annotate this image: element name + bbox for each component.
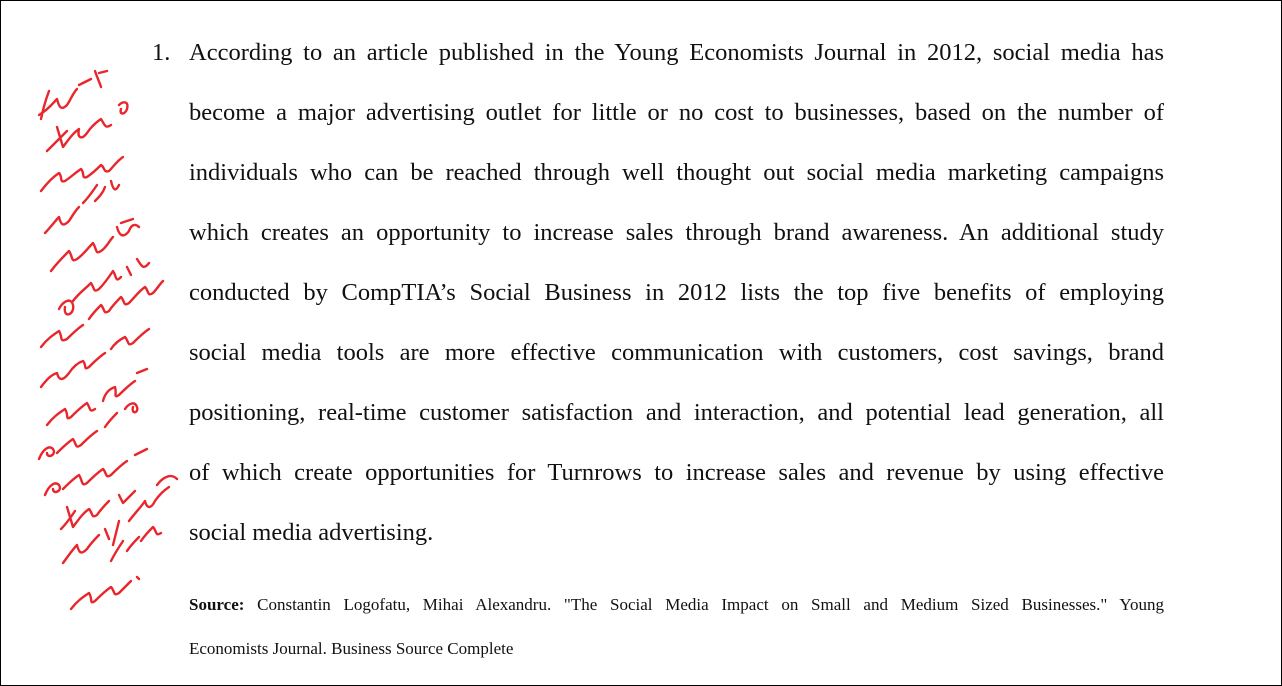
handwritten-comment bbox=[1, 1, 191, 621]
source-line-2: Economists Journal. Business Source Complete bbox=[189, 639, 514, 658]
paragraph-line: According to an article published in the Young Economists Journal in 2012, social media has bbox=[189, 39, 1164, 66]
source-text-1: Constantin Logofatu, Mihai Alexandru. "The Social Media Impact on Small and Medium Sized Businesses." Young bbox=[244, 595, 1164, 614]
source-citation bbox=[189, 593, 1164, 681]
source-label: Source: bbox=[189, 595, 245, 614]
paragraph-line: social media tools are more effective communication with customers, cost savings, brand bbox=[189, 339, 1164, 366]
paragraph-line: social media advertising. bbox=[189, 519, 434, 546]
paragraph-line: positioning, real-time customer satisfaction and interaction, and potential lead generation, all bbox=[189, 399, 1164, 426]
body-paragraph bbox=[189, 37, 1164, 577]
source-line-1 bbox=[189, 593, 1164, 637]
paragraph-line: conducted by CompTIA’s Social Business in 2012 lists the top five benefits of employing bbox=[189, 279, 1164, 306]
list-item-number: 1. bbox=[152, 39, 171, 66]
paragraph-line: individuals who can be reached through well thought out social media marketing campaigns bbox=[189, 159, 1164, 186]
paragraph-line: become a major advertising outlet for little or no cost to businesses, based on the number of bbox=[189, 99, 1164, 126]
paragraph-line: which creates an opportunity to increase sales through brand awareness. An additional study bbox=[189, 219, 1164, 246]
paragraph-line: of which create opportunities for Turnrows to increase sales and revenue by using effective bbox=[189, 459, 1164, 486]
